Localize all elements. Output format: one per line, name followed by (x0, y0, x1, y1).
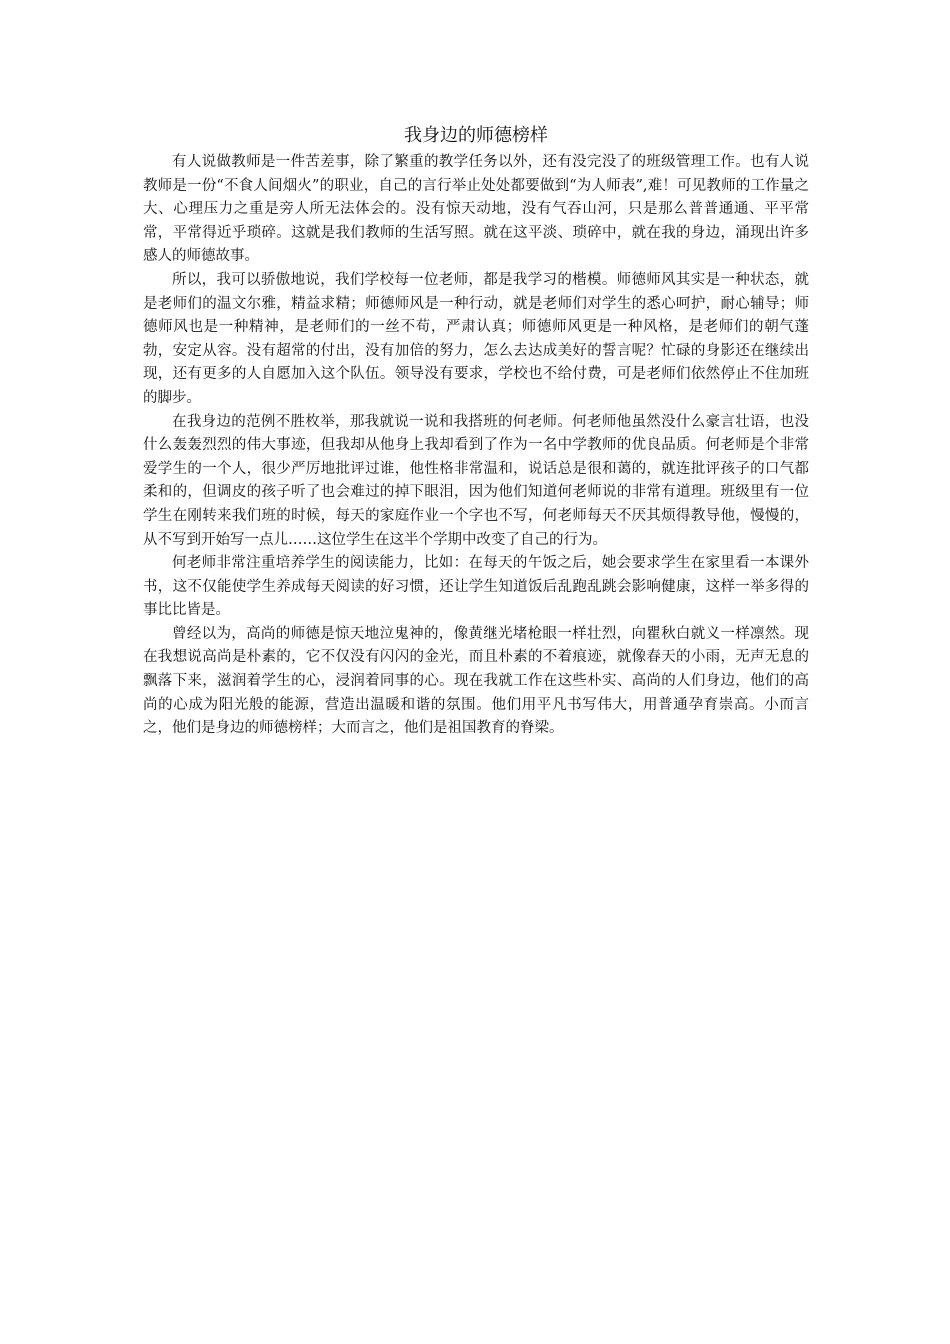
paragraph: 何老师非常注重培养学生的阅读能力，比如：在每天的午饭之后，她会要求学生在家里看一本课外书，这不仅能使学生养成每天阅读的好习惯，还让学生知道饭后乱跑乱跳会影响健康，这样一举多得的事比比皆是。 (143, 555, 809, 619)
document-title: 我身边的师德榜样 (404, 125, 548, 146)
document-body (143, 151, 809, 741)
paragraph: 有人说做教师是一件苦差事，除了繁重的教学任务以外，还有没完没了的班级管理工作。也有人说教师是一份“不食人间烟火”的职业，自己的言行举止处处都要做到“为人师表”,难！可见教师的工作量之大、心理压力之重是旁人所无法体会的。没有惊天动地，没有气吞山河，只是那么普普通通、平平常常，平常得近乎琐碎。这就是我们教师的生活写照。就在这平淡、琐碎中，就在我的身边，涌现出许多感人的师德故事。 (143, 154, 809, 265)
paragraph: 所以，我可以骄傲地说，我们学校每一位老师，都是我学习的楷模。师德师风其实是一种状态，就是老师们的温文尔雅，精益求精；师德师风是一种行动，就是老师们对学生的悉心呵护，耐心辅导；师德师风也是一种精神，是老师们的一丝不苟，严肃认真；师德师风更是一种风格，是老师们的朝气蓬勃，安定从容。没有超常的付出，没有加倍的努力，怎么去达成美好的誓言呢？忙碌的身影还在继续出现，还有更多的人自愿加入这个队伍。领导没有要求，学校也不给付费，可是老师们依然停止不住加班的脚步。 (143, 271, 809, 406)
paragraph: 在我身边的范例不胜枚举，那我就说一说和我搭班的何老师。何老师他虽然没什么豪言壮语，也没什么轰轰烈烈的伟大事迹，但我却从他身上我却看到了作为一名中学教师的优良品质。何老师是个非常爱学生的一个人，很少严厉地批评过谁，他性格非常温和，说话总是很和蔼的，就连批评孩子的口气都柔和的，但调皮的孩子听了也会难过的掉下眼泪，因为他们知道何老师说的非常有道理。班级里有一位学生在刚转来我们班的时候，每天的家庭作业一个字也不写，何老师每天不厌其烦得教导他，慢慢的，从不写到开始写一点儿……这位学生在这半个学期中改变了自己的行为。 (143, 413, 809, 548)
paragraph: 曾经以为，高尚的师德是惊天地泣鬼神的，像黄继光堵枪眼一样壮烈，向瞿秋白就义一样凛然。现在我想说高尚是朴素的，它不仅没有闪闪的金光，而且朴素的不着痕迹，就像春天的小雨，无声无息的飘落下来，滋润着学生的心，浸润着同事的心。现在我就工作在这些朴实、高尚的人们身边，他们的高尚的心成为阳光般的能源，营造出温暖和谐的氛围。他们用平凡书写伟大，用普通孕育崇高。小而言之，他们是身边的师德榜样；大而言之，他们是祖国教育的脊梁。 (143, 625, 809, 737)
